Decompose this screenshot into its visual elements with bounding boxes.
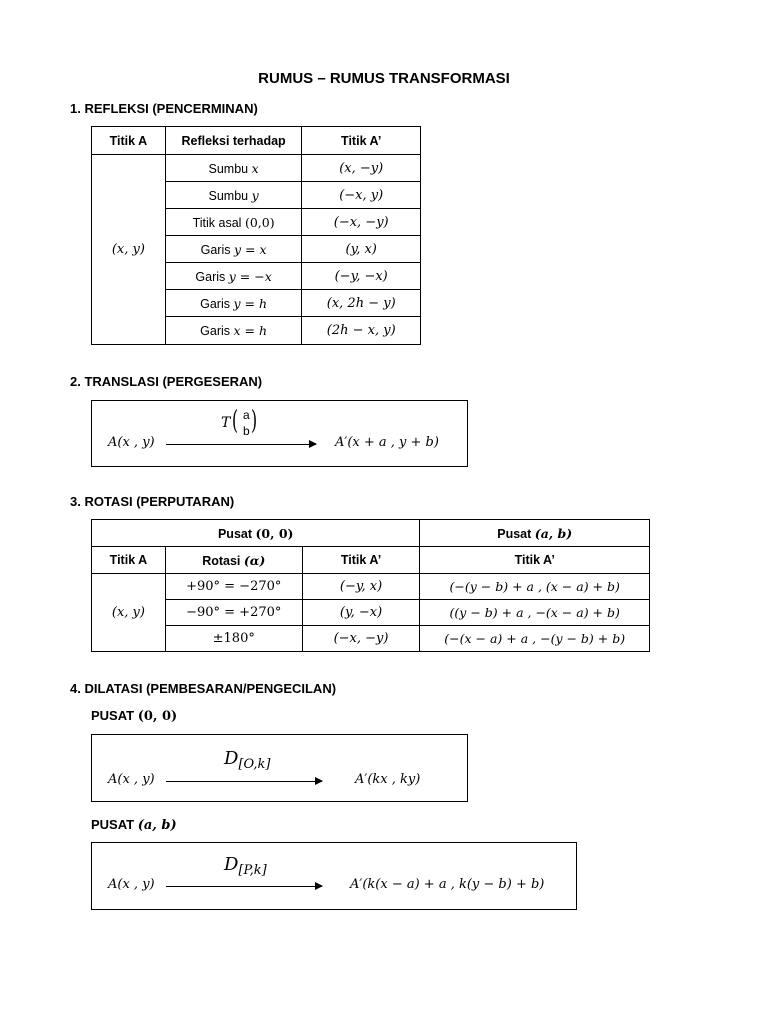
- rotasi-result-cell: (−y, x): [302, 574, 420, 600]
- translasi-from: A(x , y): [108, 435, 155, 450]
- section-heading-dilatasi: 4. DILATASI (PEMBESARAN/PENGECILAN): [70, 681, 337, 696]
- rotasi-result-cell: (y, −x): [302, 600, 420, 626]
- translasi-box: [91, 400, 468, 467]
- table-row: [92, 600, 650, 626]
- refleksi-axis-cell: Titik asal (0,0): [165, 209, 302, 236]
- rotasi-result-ab-cell: (−(x − a) + a , −(y − b) + b): [420, 626, 650, 652]
- vector-top: a: [243, 408, 250, 422]
- dilatasi-from: A(x , y): [108, 772, 155, 787]
- refleksi-result-cell: (x, 2h − y): [302, 290, 421, 317]
- vector-left-paren-icon: (: [232, 406, 239, 436]
- rotasi-angle-cell: +90° = −270°: [165, 574, 302, 600]
- dilatasi-ab-box: [91, 842, 577, 910]
- header-titik-a-prime: Titik A’: [302, 127, 421, 155]
- arrow-right-icon: [166, 781, 322, 782]
- refleksi-point-cell: (x, y): [92, 155, 166, 345]
- refleksi-axis-cell: Garis y = x: [165, 236, 302, 263]
- dilatasi-operator: $D_{[P,k]}$: [224, 854, 267, 878]
- refleksi-result-cell: (−y, −x): [302, 263, 421, 290]
- table-row: [92, 574, 650, 600]
- rotasi-result-ab-cell: (−(y − b) + a , (x − a) + b): [420, 574, 650, 600]
- refleksi-axis-cell: Garis x = h: [165, 317, 302, 345]
- rotasi-table: [91, 519, 650, 652]
- table-row: [92, 626, 650, 652]
- header-titik-a: Titik A: [92, 127, 166, 155]
- header-titik-a-prime: Titik A’: [302, 547, 420, 574]
- rotasi-point-cell: (x, y): [92, 574, 166, 652]
- section-heading-rotasi: 3. ROTASI (PERPUTARAN): [70, 494, 235, 509]
- dilatasi-to: A′(kx , ky): [355, 772, 421, 787]
- header-titik-a-prime-ab: Titik A’: [420, 547, 650, 574]
- arrow-right-icon: [166, 886, 322, 887]
- refleksi-result-cell: (−x, y): [302, 182, 421, 209]
- page-title: RUMUS – RUMUS TRANSFORMASI: [258, 70, 510, 87]
- section-heading-translasi: 2. TRANSLASI (PERGESERAN): [70, 374, 263, 389]
- rotasi-result-cell: (−x, −y): [302, 626, 420, 652]
- refleksi-axis-cell: Garis y = −x: [165, 263, 302, 290]
- rotasi-group-pusat-ab: Pusat (a, b): [420, 520, 650, 547]
- rotasi-angle-cell: ±180°: [165, 626, 302, 652]
- refleksi-axis-cell: Sumbu x: [165, 155, 302, 182]
- header-titik-a: Titik A: [92, 547, 166, 574]
- dilatasi-from: A(x , y): [108, 877, 155, 892]
- refleksi-axis-cell: Sumbu y: [165, 182, 302, 209]
- table-row: [92, 155, 421, 182]
- vector-right-paren-icon: ): [251, 406, 258, 436]
- translasi-to: A′(x + a , y + b): [335, 435, 439, 450]
- dilatasi-sub-ab: PUSAT (a, b): [91, 817, 177, 833]
- refleksi-result-cell: (y, x): [302, 236, 421, 263]
- rotasi-angle-cell: −90° = +270°: [165, 600, 302, 626]
- vector-bottom: b: [243, 424, 250, 438]
- refleksi-axis-cell: Garis y = h: [165, 290, 302, 317]
- translasi-operator: T: [221, 415, 231, 431]
- header-refleksi: Refleksi terhadap: [165, 127, 302, 155]
- refleksi-result-cell: (x, −y): [302, 155, 421, 182]
- refleksi-result-cell: (−x, −y): [302, 209, 421, 236]
- arrow-right-icon: [166, 444, 316, 445]
- refleksi-result-cell: (2h − x, y): [302, 317, 421, 345]
- rotasi-group-pusat-origin: Pusat (0, 0): [92, 520, 420, 547]
- dilatasi-operator: $D_{[O,k]}$: [224, 748, 271, 772]
- refleksi-table: [91, 126, 421, 345]
- header-rotasi: Rotasi (α): [165, 547, 302, 574]
- rotasi-result-ab-cell: ((y − b) + a , −(x − a) + b): [420, 600, 650, 626]
- dilatasi-origin-box: [91, 734, 468, 802]
- section-heading-refleksi: 1. REFLEKSI (PENCERMINAN): [70, 101, 258, 116]
- dilatasi-to: A′(k(x − a) + a , k(y − b) + b): [350, 877, 545, 892]
- dilatasi-sub-origin: PUSAT (0, 0): [91, 708, 178, 724]
